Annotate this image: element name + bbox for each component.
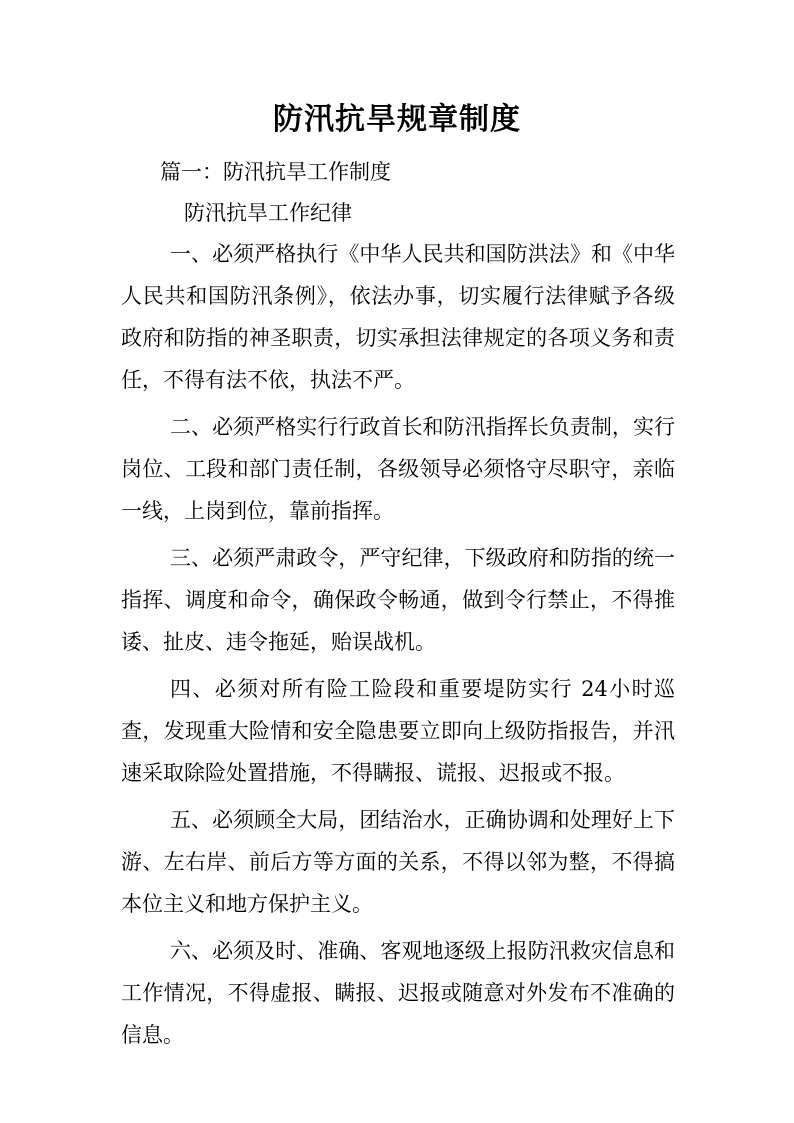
section-title: 防汛抗旱工作纪律 — [184, 201, 352, 225]
paragraph-1: 一、必须严格执行《中华人民共和国防洪法》和《中华人民共和国防汛条例》，依法办事，切实履行法律赋予各级政府和防指的神圣职责，切实承担法律规定的各项义务和责任，不得有法不依，执法不严。 — [121, 242, 675, 392]
paragraph-4: 四、必须对所有险工险段和重要堤防实行 24小时巡查，发现重大险情和安全隐患要立即向上级防指报告，并汛速采取除险处置措施，不得瞒报、谎报、迟报或不报。 — [121, 677, 675, 785]
document-subtitle: 篇一：防汛抗旱工作制度 — [160, 160, 391, 184]
document-title: 防汛抗旱规章制度 — [273, 102, 521, 137]
paragraph-2: 二、必须严格实行行政首长和防汛指挥长负责制，实行岗位、工段和部门责任制，各级领导必须恪守尽职守，亲临一线，上岗到位，靠前指挥。 — [121, 415, 675, 523]
paragraph-5: 五、必须顾全大局，团结治水，正确协调和处理好上下游、左右岸、前后方等方面的关系，不得以邻为整，不得搞本位主义和地方保护主义。 — [121, 808, 675, 916]
paragraph-3: 三、必须严肃政令，严守纪律，下级政府和防指的统一指挥、调度和命令，确保政令畅通，做到令行禁止，不得推诿、扯皮、违令拖延，贻误战机。 — [121, 546, 675, 654]
paragraph-6: 六、必须及时、准确、客观地逐级上报防汛救灾信息和工作情况，不得虚报、瞒报、迟报或随意对外发布不准确的信息。 — [121, 939, 675, 1047]
document-body — [121, 233, 675, 1061]
